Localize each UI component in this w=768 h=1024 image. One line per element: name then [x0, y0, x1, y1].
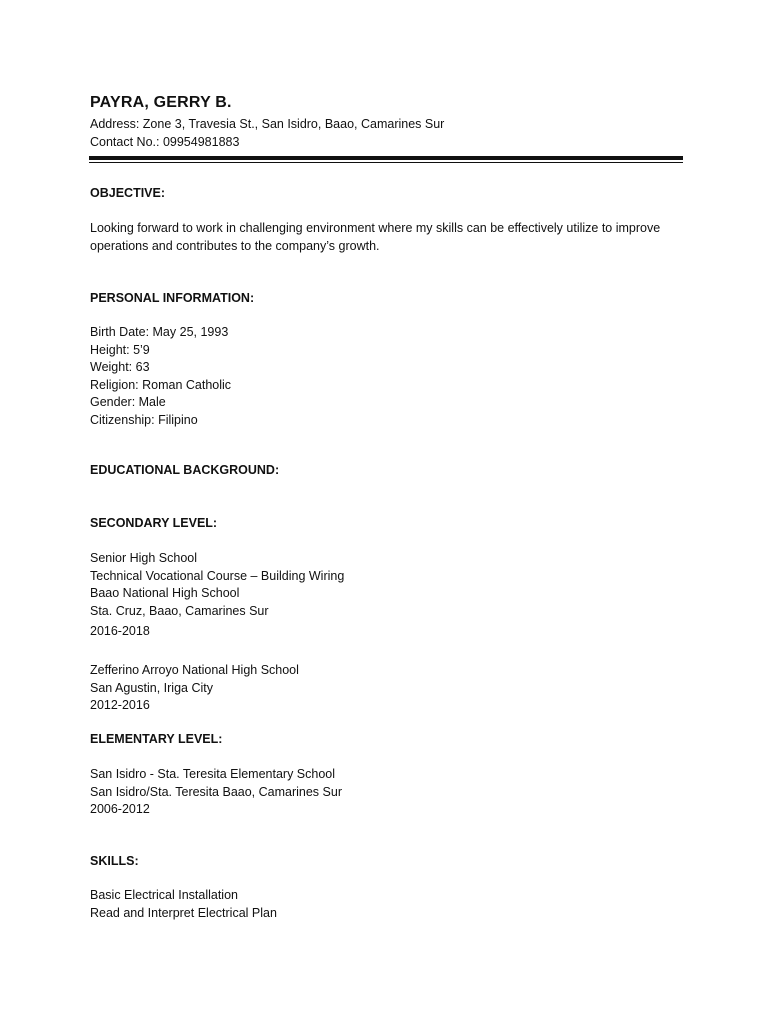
shs-entry — [90, 550, 344, 641]
elementary-level-heading — [90, 731, 222, 749]
objective-heading — [90, 185, 165, 203]
secondary-level-heading-text: SECONDARY LEVEL: — [90, 516, 218, 530]
jhs-years: 2012-2016 — [90, 698, 150, 712]
address-line: Address: Zone 3, Travesia St., San Isidro, Baao, Camarines Sur — [90, 117, 445, 131]
education-heading-text: EDUCATIONAL BACKGROUND: — [90, 463, 280, 477]
birth-date: Birth Date: May 25, 1993 — [90, 325, 229, 339]
skill-item: Read and Interpret Electrical Plan — [90, 905, 277, 920]
personal-info-list — [90, 324, 231, 429]
objective-heading-text: OBJECTIVE: — [90, 186, 166, 200]
skills-list — [90, 887, 277, 922]
contact-block — [90, 116, 444, 151]
shs-course: Technical Vocational Course – Building Wiring — [90, 568, 345, 583]
education-heading — [90, 462, 279, 480]
applicant-name: PAYRA, GERRY B. — [90, 94, 232, 111]
objective-text — [90, 220, 690, 255]
elementary-level-heading-text: ELEMENTARY LEVEL: — [90, 732, 223, 746]
shs-level: Senior High School — [90, 551, 198, 565]
secondary-level-heading — [90, 515, 217, 533]
skills-heading — [90, 853, 139, 871]
objective-line-2: operations and contributes to the company’s growth. — [90, 238, 380, 253]
jhs-entry — [90, 662, 299, 715]
shs-years: 2016-2018 — [90, 624, 150, 638]
elementary-school: San Isidro - Sta. Teresita Elementary School — [90, 767, 336, 781]
objective-line-1: Looking forward to work in challenging environment where my skills can be effectively utilize to improve — [90, 221, 661, 235]
personal-info-heading-text: PERSONAL INFORMATION: — [90, 291, 255, 305]
shs-location: Sta. Cruz, Baao, Camarines Sur — [90, 603, 269, 618]
citizenship: Citizenship: Filipino — [90, 412, 198, 427]
gender: Gender: Male — [90, 395, 166, 409]
contact-line: Contact No.: 09954981883 — [90, 134, 240, 149]
shs-school: Baao National High School — [90, 586, 240, 600]
height: Height: 5’9 — [90, 342, 150, 357]
skill-item: Basic Electrical Installation — [90, 888, 238, 902]
jhs-location: San Agustin, Iriga City — [90, 680, 213, 695]
elementary-entry — [90, 766, 342, 819]
personal-info-heading — [90, 290, 254, 308]
header-divider-thick — [89, 156, 683, 160]
jhs-school: Zefferino Arroyo National High School — [90, 663, 299, 677]
elementary-years: 2006-2012 — [90, 802, 150, 816]
religion: Religion: Roman Catholic — [90, 377, 232, 392]
weight: Weight: 63 — [90, 360, 150, 374]
skills-heading-text: SKILLS: — [90, 854, 139, 868]
elementary-location: San Isidro/Sta. Teresita Baao, Camarines Sur — [90, 784, 342, 799]
header-divider-thin — [89, 162, 683, 163]
